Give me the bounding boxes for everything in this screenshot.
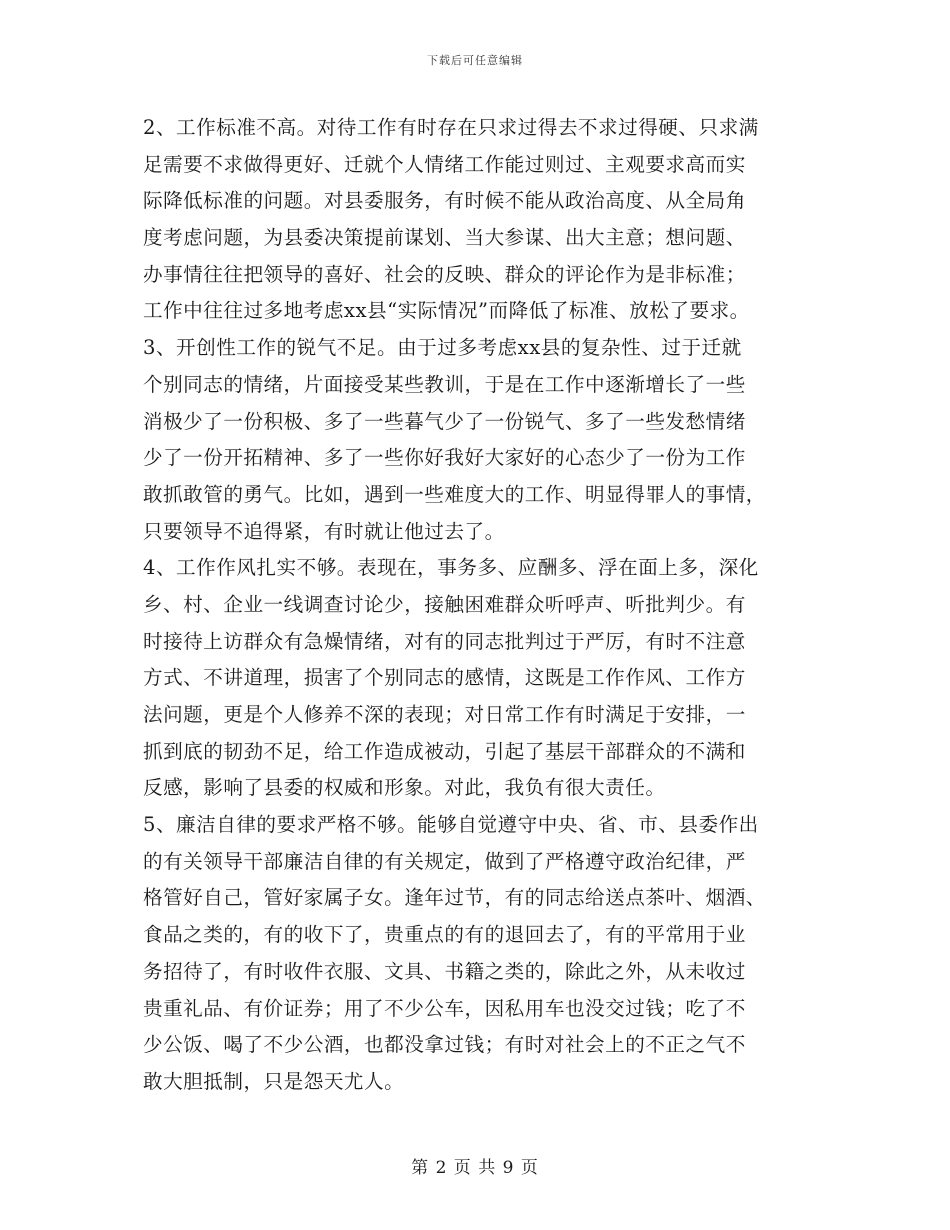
text-line: 务招待了，有时收件衣服、文具、书籍之类的，除此之外，从未收过	[143, 959, 746, 983]
text-line: 少了一份开拓精神、多了一些你好我好大家好的心态少了一份为工作	[143, 446, 746, 470]
text-line: 只要领导不追得紧，有时就让他过去了。	[143, 519, 505, 543]
text-line: 工作中往往过多地考虑xx县“实际情况”而降低了标准、放松了要求。	[143, 299, 750, 323]
text-line: 敢大胆抵制，只是怨天尤人。	[143, 1069, 405, 1093]
text-line: 敢抓敢管的勇气。比如，遇到一些难度大的工作、明显得罪人的事情，	[143, 482, 766, 506]
text-line: 方式、不讲道理，损害了个别同志的感情，这既是工作作风、工作方	[143, 666, 746, 690]
text-line: 4、工作作风扎实不够。表现在，事务多、应酬多、浮在面上多，深化	[143, 556, 759, 580]
text-line: 乡、村、企业一线调查讨论少，接触困难群众听呼声、听批判少。有	[143, 592, 746, 616]
text-line: 度考虑问题，为县委决策提前谋划、当大参谋、出大主意；想问题、	[143, 226, 746, 250]
text-line: 5、廉洁自律的要求严格不够。能够自觉遵守中央、省、市、县委作出	[143, 813, 759, 837]
text-line: 足需要不求做得更好、迁就个人情绪工作能过则过、主观要求高而实	[143, 152, 746, 176]
text-line: 际降低标准的问题。对县委服务，有时候不能从政治高度、从全局角	[143, 189, 746, 213]
document-body	[143, 110, 833, 1101]
text-line: 的有关领导干部廉洁自律的有关规定，做到了严格遵守政治纪律，严	[143, 849, 746, 873]
text-line: 抓到底的韧劲不足，给工作造成被动，引起了基层干部群众的不满和	[143, 739, 746, 763]
text-line: 2、工作标准不高。对待工作有时存在只求过得去不求过得硬、只求满	[143, 116, 759, 139]
text-line: 个别同志的情绪，片面接受某些教训，于是在工作中逐渐增长了一些	[143, 372, 746, 396]
text-line: 反感，影响了县委的权威和形象。对此，我负有很大责任。	[143, 776, 666, 800]
text-line: 3、开创性工作的锐气不足。由于过多考虑xx县的复杂性、过于迁就	[143, 336, 742, 360]
page-header: 下载后可任意编辑	[427, 54, 523, 67]
text-line: 贵重礼品、有价证券；用了不少公车，因私用车也没交过钱；吃了不	[143, 996, 746, 1020]
text-line: 时接待上访群众有急燥情绪，对有的同志批判过于严厉，有时不注意	[143, 629, 746, 653]
text-line: 消极少了一份积极、多了一些暮气少了一份锐气、多了一些发愁情绪	[143, 409, 746, 433]
text-line: 办事情往往把领导的喜好、社会的反映、群众的评论作为是非标准；	[143, 262, 746, 286]
text-line: 食品之类的，有的收下了，贵重点的有的退回去了，有的平常用于业	[143, 923, 746, 947]
text-line: 格管好自己，管好家属子女。逢年过节，有的同志给送点茶叶、烟酒、	[143, 886, 766, 910]
page-number: 第 2 页 共 9 页	[411, 1158, 539, 1178]
text-line: 少公饭、喝了不少公酒，也都没拿过钱；有时对社会上的不正之气不	[143, 1033, 746, 1057]
text-line: 法问题，更是个人修养不深的表现；对日常工作有时满足于安排，一	[143, 703, 746, 726]
